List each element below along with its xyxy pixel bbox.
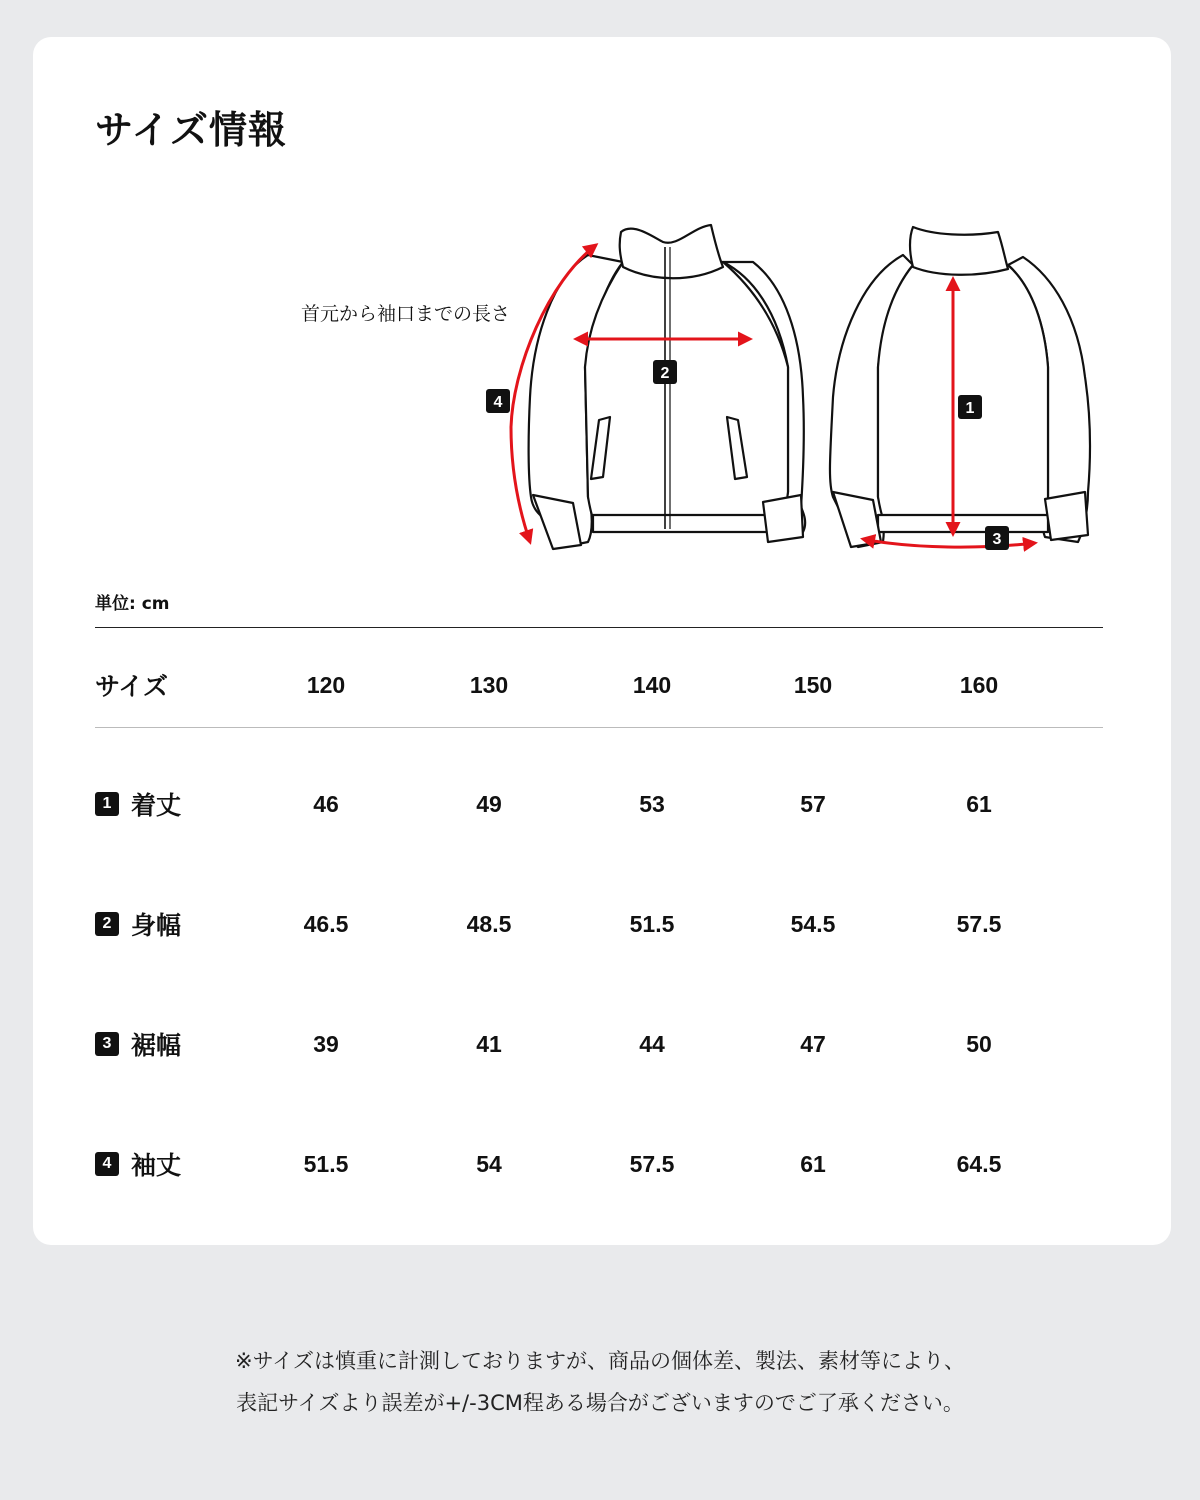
marker-1 (958, 395, 982, 419)
table-row (95, 1144, 1103, 1184)
header-size: 120 (306, 671, 346, 698)
marker-3 (985, 526, 1009, 550)
row-number-badge: 1 (95, 792, 119, 816)
header-size: 150 (793, 671, 833, 698)
jacket-front-illustration (529, 225, 806, 549)
table-cell: 44 (639, 1030, 665, 1057)
table-cell: 48.5 (466, 910, 512, 937)
svg-text:3: 3 (992, 531, 1002, 548)
table-cell: 41 (476, 1030, 502, 1057)
table-header-row (95, 665, 1103, 705)
table-cell: 46.5 (303, 910, 349, 937)
table-cell: 46 (313, 790, 339, 817)
row-number-badge: 4 (95, 1152, 119, 1176)
table-header-rule (95, 727, 1103, 728)
marker-4 (486, 389, 510, 413)
disclaimer-line-2: 表記サイズより誤差が+/-3CM程ある場合がございますのでご了承ください。 (236, 1391, 964, 1415)
unit-label: 単位: cm (95, 594, 170, 614)
svg-text:1: 1 (965, 400, 975, 417)
header-size: 140 (632, 671, 672, 698)
table-cell: 39 (313, 1030, 339, 1057)
disclaimer-note (0, 1340, 1200, 1424)
table-row (95, 904, 1103, 944)
row-label: 4 袖丈 (95, 1144, 181, 1184)
sleeve-length-caption: 首元から袖口までの長さ (301, 303, 511, 325)
row-label: 1 着丈 (95, 784, 181, 824)
size-info-card (33, 37, 1171, 1245)
jacket-measurement-diagram (33, 37, 1171, 597)
header-size: 130 (469, 671, 509, 698)
table-cell: 49 (476, 790, 502, 817)
header-size: 160 (959, 671, 999, 698)
arrow-hem-width (863, 539, 1035, 547)
svg-text:4: 4 (493, 394, 503, 411)
marker-2 (653, 360, 677, 384)
table-cell: 64.5 (956, 1150, 1002, 1177)
jacket-back-illustration (830, 227, 1090, 547)
row-label: 3 裾幅 (95, 1024, 181, 1064)
row-label: 2 身幅 (95, 904, 181, 944)
table-top-rule (95, 627, 1103, 628)
table-cell: 51.5 (303, 1150, 349, 1177)
table-cell: 61 (800, 1150, 826, 1177)
table-cell: 57 (800, 790, 826, 817)
table-cell: 53 (639, 790, 665, 817)
table-cell: 54.5 (790, 910, 836, 937)
page-title: サイズ情報 (95, 108, 287, 152)
table-cell: 50 (966, 1030, 992, 1057)
svg-text:2: 2 (660, 365, 670, 382)
table-cell: 51.5 (629, 910, 675, 937)
header-label: サイズ (95, 672, 169, 701)
table-cell: 57.5 (956, 910, 1002, 937)
table-cell: 61 (966, 790, 992, 817)
table-cell: 47 (800, 1030, 826, 1057)
disclaimer-line-1: ※サイズは慎重に計測しておりますが、商品の個体差、製法、素材等により、 (235, 1349, 965, 1373)
row-number-badge: 3 (95, 1032, 119, 1056)
row-number-badge: 2 (95, 912, 119, 936)
table-row (95, 784, 1103, 824)
table-row (95, 1024, 1103, 1064)
table-cell: 57.5 (629, 1150, 675, 1177)
table-cell: 54 (476, 1150, 502, 1177)
